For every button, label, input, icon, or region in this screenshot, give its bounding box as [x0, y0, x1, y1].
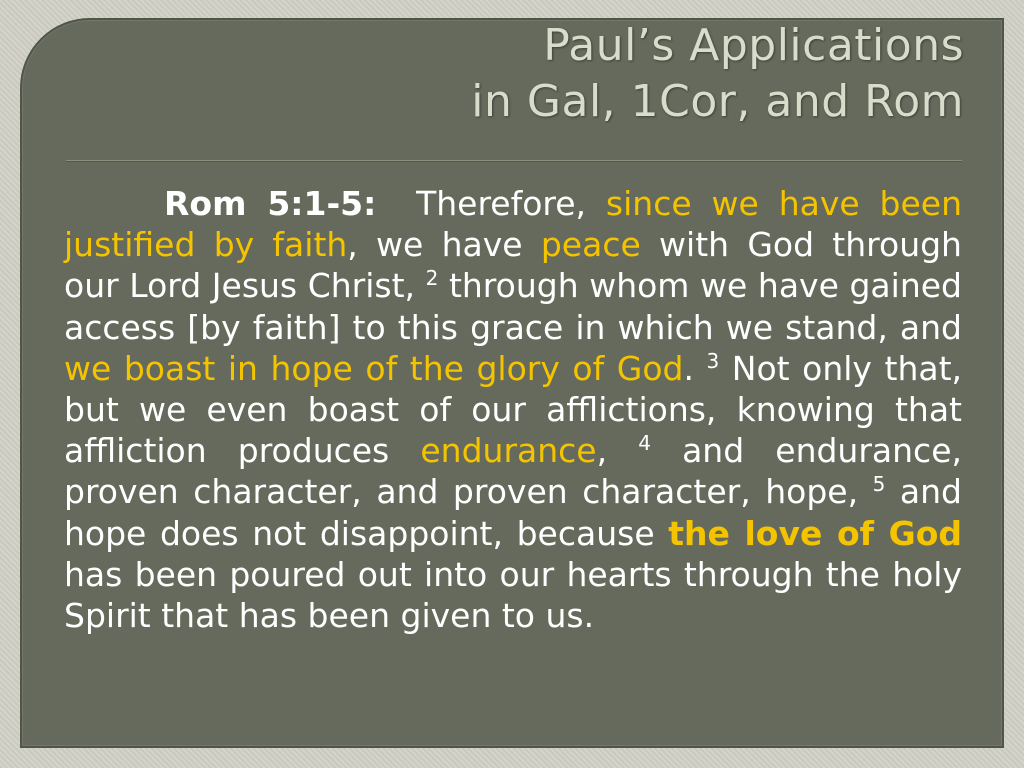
verse-number: 3: [706, 348, 720, 373]
passage-text: and hope does not disappoint, because: [64, 472, 962, 553]
verse-number: 2: [425, 266, 439, 291]
title-line-2: in Gal, 1Cor, and Rom: [471, 76, 964, 127]
passage-text: has been poured out into our hearts through the holy Spirit that has been given to us.: [64, 554, 962, 636]
verse-number: 5: [872, 472, 886, 497]
passage-text: and endurance, proven character, and proven character, hope,: [64, 431, 962, 512]
passage-text: through whom we have gained access [by faith] to this grace in which we stand, and: [64, 266, 962, 347]
passage-text: Therefore,: [376, 184, 606, 223]
title-line-1: Paul’s Applications: [543, 20, 964, 71]
passage-text: with God through our Lord Jesus Christ,: [64, 225, 962, 306]
highlight-justified-by-faith: since we have been justified by faith: [64, 184, 963, 265]
passage-text: .: [683, 348, 707, 388]
highlight-boast-in-hope: we boast in hope of the glory of God: [64, 348, 684, 388]
slide-title: [471, 18, 964, 130]
verse-number: 4: [638, 431, 651, 456]
passage-text: ,: [596, 431, 639, 471]
verse-reference: Rom 5:1-5:: [164, 184, 377, 223]
passage-text: Not only that, but we even boast of our afflictions, knowing that affliction produces: [64, 348, 963, 471]
title-divider: [66, 160, 962, 162]
highlight-love-of-god: the love of God: [668, 513, 962, 553]
scripture-passage: [64, 183, 962, 636]
highlight-endurance: endurance: [420, 431, 597, 471]
highlight-peace: peace: [540, 225, 641, 265]
passage-text: , we have: [347, 225, 541, 265]
